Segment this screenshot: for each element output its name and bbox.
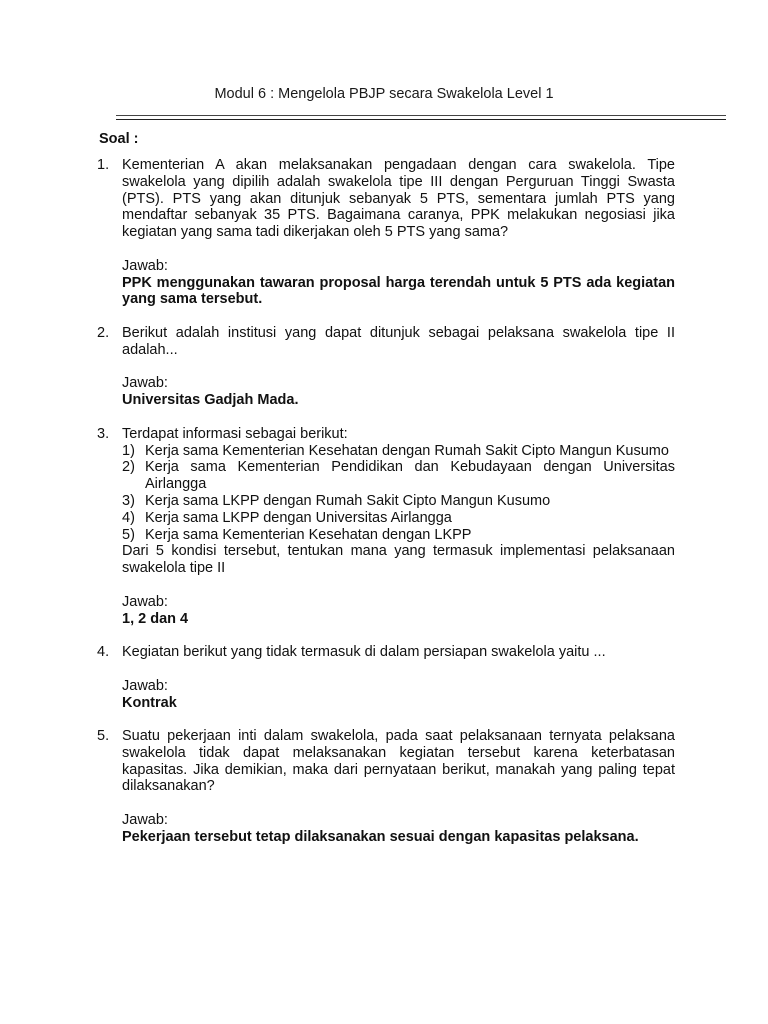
sub-item-number: 5): [122, 526, 135, 543]
answer-label: Jawab:: [122, 593, 168, 610]
sub-list-item: [122, 527, 675, 544]
question-item: [97, 644, 675, 711]
answer-text: Kontrak: [122, 694, 177, 711]
answer-label: Jawab:: [122, 677, 168, 694]
header-rule-top: [116, 115, 726, 116]
sub-item-number: 1): [122, 442, 135, 459]
section-title: Soal :: [99, 131, 139, 147]
sub-item-text: Kerja sama Kementerian Kesehatan dengan Rumah Sakit Cipto Mangun Kusumo: [145, 442, 669, 459]
question-text-after: Dari 5 kondisi tersebut, tentukan mana yang termasuk implementasi pelaksanaan swakelola tipe II: [122, 543, 675, 577]
question-body: [122, 157, 675, 308]
sub-list-item: [122, 443, 675, 460]
answer-text: Pekerjaan tersebut tetap dilaksanakan sesuai dengan kapasitas pelaksana.: [122, 828, 639, 845]
header-rule-bottom: [116, 119, 726, 120]
sub-item-text: Kerja sama Kementerian Kesehatan dengan LKPP: [145, 526, 472, 543]
question-list: [97, 157, 675, 862]
question-body: [122, 728, 675, 846]
question-item: [97, 426, 675, 628]
sub-item-number: 2): [122, 459, 135, 476]
question-item: [97, 325, 675, 409]
question-number: 1.: [97, 157, 110, 173]
sub-list-item: [122, 493, 675, 510]
question-body: [122, 325, 675, 409]
sub-list-item: [122, 510, 675, 527]
question-text: Berikut adalah institusi yang dapat ditunjuk sebagai pelaksana swakelola tipe II adalah...: [122, 324, 675, 358]
sub-item-text: Kerja sama LKPP dengan Rumah Sakit Cipto Mangun Kusumo: [145, 492, 551, 509]
question-number: 5.: [97, 728, 110, 745]
answer-text: 1, 2 dan 4: [122, 610, 189, 627]
answer-text: Universitas Gadjah Mada.: [122, 392, 299, 409]
page-header-title: Modul 6 : Mengelola PBJP secara Swakelola Level 1: [214, 86, 554, 102]
sub-list-item: [122, 459, 675, 493]
question-body: [122, 644, 675, 711]
question-number: 2.: [97, 324, 110, 341]
question-item: [97, 157, 675, 308]
sub-item-number: 3): [122, 492, 135, 509]
answer-label: Jawab:: [122, 812, 168, 829]
answer-text: PPK menggunakan tawaran proposal harga terendah untuk 5 PTS ada kegiatan yang sama tersebut.: [122, 274, 675, 308]
question-text: Kegiatan berikut yang tidak termasuk di dalam persiapan swakelola yaitu ...: [122, 644, 606, 661]
sub-item-text: Kerja sama LKPP dengan Universitas Airlangga: [145, 509, 452, 526]
question-number: 4.: [97, 644, 110, 661]
question-text: Kementerian A akan melaksanakan pengadaan dengan cara swakelola. Tipe swakelola yang dipilih adalah swakelola tipe III dengan Perguruan Tinggi Swasta (PTS). PTS yang akan ditunjuk sebanyak 5 PTS, sementara jumlah PTS yang mendaftar sebanyak 35 PTS. Bagaimana caranya, PPK melakukan negosiasi jika kegiatan yang sama tadi dikerjakan oleh 5 PTS yang sama?: [122, 157, 675, 241]
sub-item-number: 4): [122, 509, 135, 526]
answer-label: Jawab:: [122, 375, 168, 392]
question-text: Terdapat informasi sebagai berikut:: [122, 425, 348, 442]
answer-label: Jawab:: [122, 257, 168, 274]
question-number: 3.: [97, 425, 110, 442]
question-text: Suatu pekerjaan inti dalam swakelola, pada saat pelaksanaan ternyata pelaksana swakelola tidak dapat melaksanakan kegiatan tersebut karena keterbatasan kapasitas. Jika demikian, maka dari pernyataan berikut, manakah yang paling tepat dilaksanakan?: [122, 728, 675, 795]
sub-item-text: Kerja sama Kementerian Pendidikan dan Kebudayaan dengan Universitas Airlangga: [145, 459, 675, 493]
question-body: [122, 426, 675, 628]
question-item: [97, 728, 675, 846]
